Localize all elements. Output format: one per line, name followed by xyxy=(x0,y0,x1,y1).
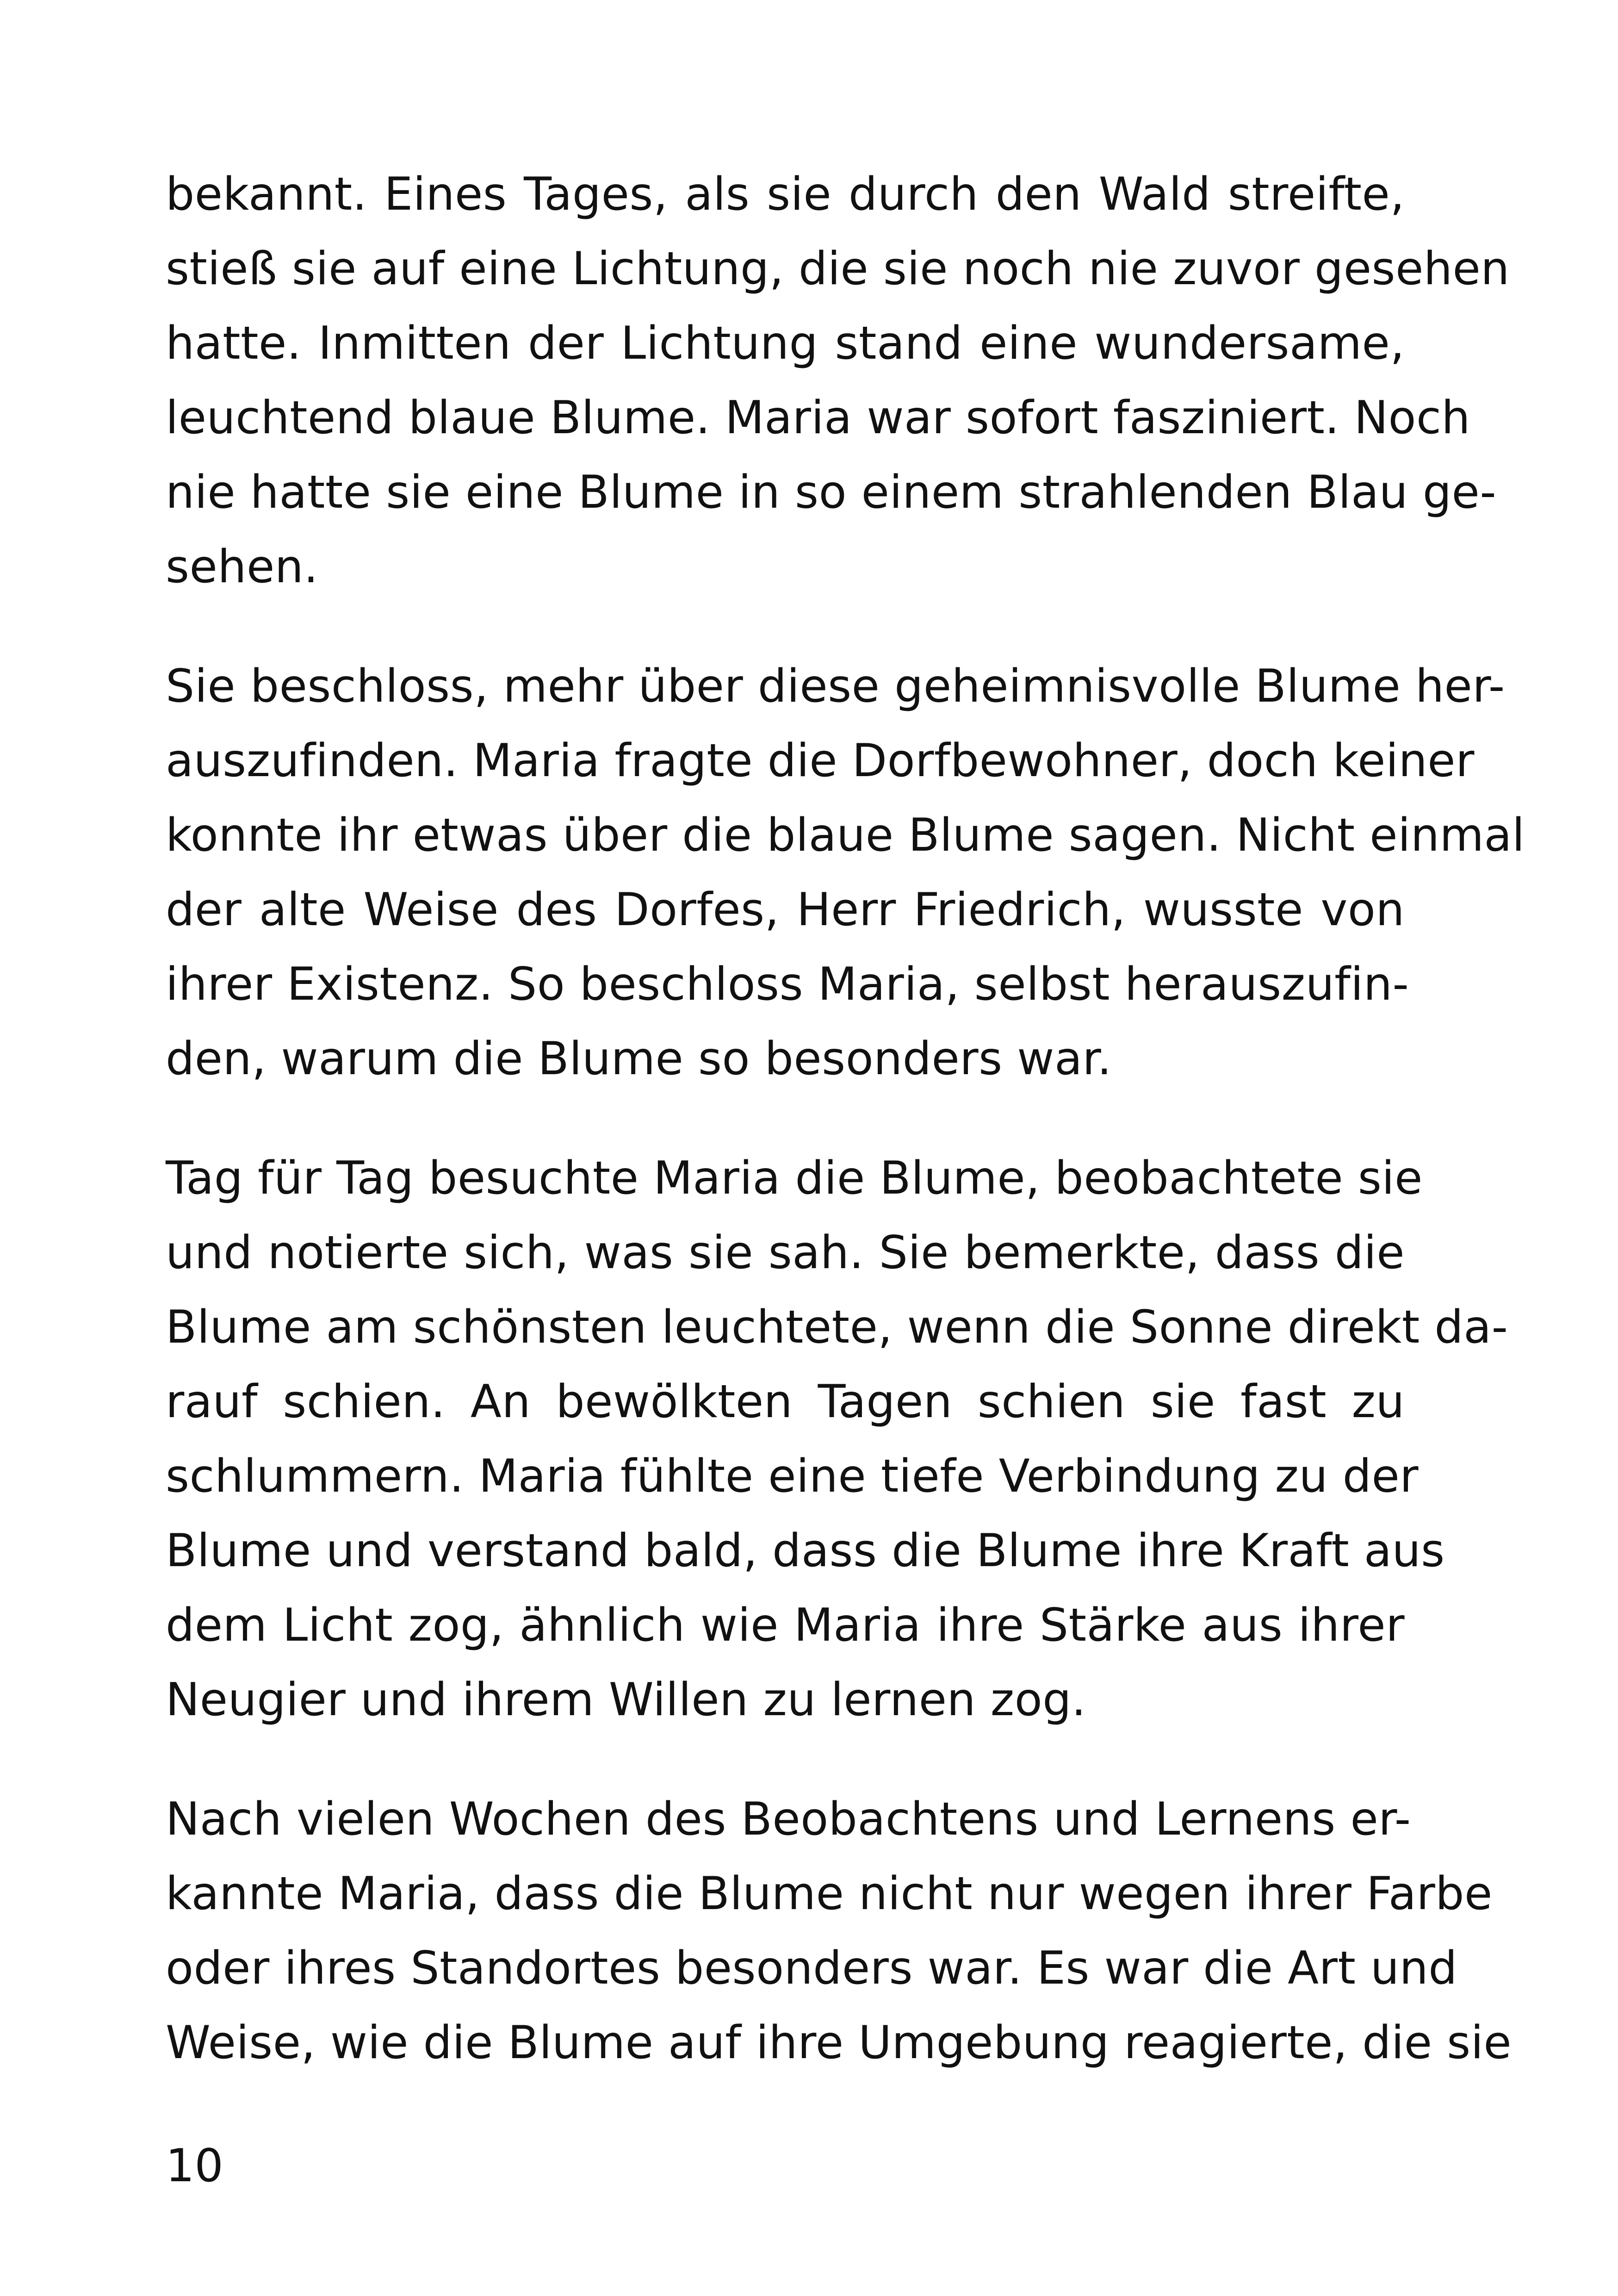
text-line: kannte Maria, dass die Blume nicht nur wegen ihrer Farbe xyxy=(166,1867,1493,1920)
paragraph-4 xyxy=(166,1782,1512,2080)
text-line: schlummern. Maria fühlte eine tiefe Verbindung zu der xyxy=(166,1450,1419,1503)
text-line: Blume am schönsten leuchtete, wenn die Sonne direkt da- xyxy=(166,1301,1508,1354)
text-line: sehen. xyxy=(166,541,319,593)
paragraph-1 xyxy=(166,157,1510,604)
text-line: und notierte sich, was sie sah. Sie bemerkte, dass die xyxy=(166,1226,1405,1279)
text-line: Nach vielen Wochen des Beobachtens und Lernens er- xyxy=(166,1793,1411,1846)
text-line: hatte. Inmitten der Lichtung stand eine wundersame, xyxy=(166,317,1405,370)
text-line: oder ihres Standortes besonders war. Es war die Art und xyxy=(166,1942,1457,1995)
text-line: leuchtend blaue Blume. Maria war sofort fasziniert. Noch xyxy=(166,392,1470,444)
text-line: bekannt. Eines Tages, als sie durch den Wald streifte, xyxy=(166,168,1405,221)
paragraph-3 xyxy=(166,1141,1508,1737)
text-line: den, warum die Blume so besonders war. xyxy=(166,1033,1112,1085)
text-line: Sie beschloss, mehr über diese geheimnisvolle Blume her- xyxy=(166,660,1505,713)
text-line: rauf schien. An bewölkten Tagen schien sie fast zu xyxy=(166,1375,1405,1428)
text-line: stieß sie auf eine Lichtung, die sie noch nie zuvor gesehen xyxy=(166,243,1510,295)
paragraph-2 xyxy=(166,649,1525,1096)
text-line: Neugier und ihrem Willen zu lernen zog. xyxy=(166,1674,1086,1726)
text-line: ihrer Existenz. So beschloss Maria, selbst herauszufin- xyxy=(166,958,1409,1011)
text-line: Weise, wie die Blume auf ihre Umgebung reagierte, die sie xyxy=(166,2016,1512,2069)
body-text xyxy=(166,157,1525,2080)
page-number: 10 xyxy=(166,2140,223,2192)
text-line: dem Licht zog, ähnlich wie Maria ihre Stärke aus ihrer xyxy=(166,1599,1405,1652)
text-line: Blume und verstand bald, dass die Blume ihre Kraft aus xyxy=(166,1524,1445,1577)
text-line: Tag für Tag besuchte Maria die Blume, beobachtete sie xyxy=(166,1152,1423,1205)
text-line: auszufinden. Maria fragte die Dorfbewohner, doch keiner xyxy=(166,734,1475,787)
text-line: konnte ihr etwas über die blaue Blume sagen. Nicht einmal xyxy=(166,809,1525,862)
text-line: der alte Weise des Dorfes, Herr Friedrich, wusste von xyxy=(166,884,1405,936)
text-line: nie hatte sie eine Blume in so einem strahlenden Blau ge- xyxy=(166,466,1497,519)
